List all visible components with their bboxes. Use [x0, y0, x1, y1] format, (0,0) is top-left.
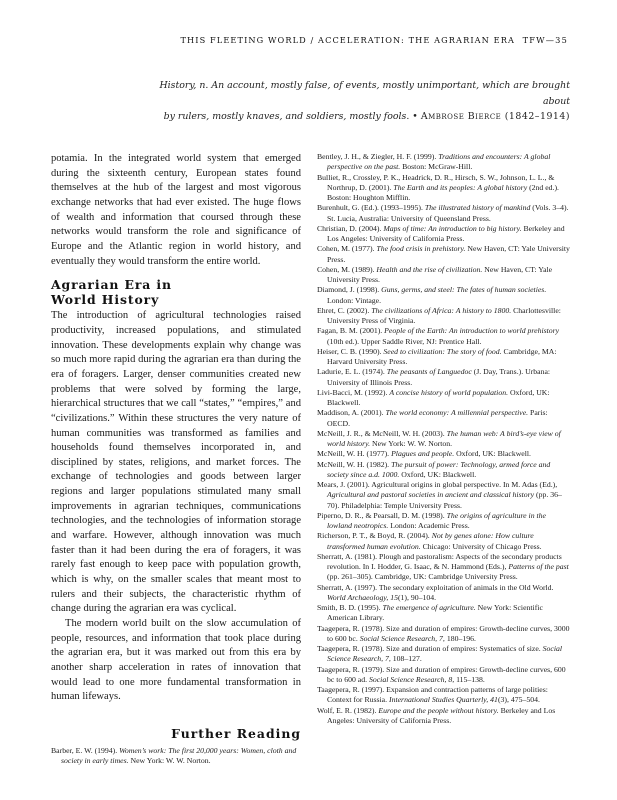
reference-entry — [317, 265, 571, 286]
ref-publisher: 180–196. — [444, 633, 476, 643]
ref-title: People of the Earth: An introduction to world prehistory — [384, 326, 560, 336]
reference-entry — [317, 552, 571, 583]
reference-entry — [317, 603, 571, 624]
references-column — [317, 152, 571, 726]
ref-authors: Heiser, C. B. (1990). — [317, 346, 384, 356]
epigraph-quote-end: by rulers, mostly knaves, and soldiers, mostly fools. — [163, 111, 410, 122]
ref-publisher: (Vols. 3–4). St. Lucia, Australia: University of Queensland Press. — [327, 203, 569, 223]
ref-title: The origins of agriculture in the lowland neotropics. — [327, 510, 546, 530]
ref-authors: Bentley, J. H., & Ziegler, H. F. (1999). — [317, 152, 439, 161]
reference-entry — [317, 285, 571, 306]
epigraph-line-2 — [150, 109, 570, 125]
reference-entry — [317, 244, 571, 265]
ref-authors: Taagepera, R. (1978). Size and duration of empires: Systematics of size. — [317, 644, 543, 653]
ref-authors: Sherratt, A. (1981). Plough and pastoralism: Aspects of the secondary products revolution. In I. Hodder, G. Isaac, & N. Hammond (Eds.), — [317, 551, 562, 571]
reference-entry — [317, 706, 571, 727]
body-paragraph-1: The introduction of agricultural technologies raised productivity, increased populations, and stimulated innovation. These developments explain why change was so much more rapid during the agrarian era than during the era of foragers. Larger, denser communities created new problems that were solved by forming the large, hierarchical structures that we call “states,” “empires,” and “civilizations.” Within these structures the very nature of human communities was transformed as families and households found themselves incorporated in, and disciplined by states, religions, and market forces. The exchange of technologies and goods between larger regions and larger populations stimulated many small improvements in agrarian techniques, communications technologies, and the technologies of information storage and warfare. However, although innovation was much faster than it had been during the era of foragers, it was rarely fast enough to keep pace with population growth, which is why, on the smaller scales that meant most to rulers and their subjects, the characteristic rhythm of change during the agrarian era was cyclical. — [51, 310, 301, 615]
ref-authors: Mears, J. (2001). Agricultural origins in global perspective. In M. Adas (Ed.), — [317, 480, 558, 489]
ref-title: Seed to civilization: The story of food. — [383, 346, 502, 356]
ref-authors: Smith, B. D. (1995). — [317, 603, 383, 612]
ref-publisher: Oxford, UK: Blackwell. — [399, 469, 477, 479]
ref-authors: Christian, D. (2004). — [317, 223, 384, 233]
ref-title: Guns, germs, and steel: The fates of human societies. — [381, 285, 547, 295]
reference-entry — [317, 685, 571, 706]
section-title-line-1: Agrarian Era in — [51, 277, 172, 293]
ref-authors: McNeill, J. R., & McNeill, W. H. (2003). — [317, 428, 447, 438]
ref-title: The civilizations of Africa: A history to 1800. — [371, 305, 512, 315]
reference-entry — [317, 367, 571, 388]
reference-entry — [317, 306, 571, 327]
ref-title: Agricultural and pastoral societies in ancient and classical history — [327, 490, 535, 500]
reference-entry — [317, 531, 571, 552]
ref-title: The pursuit of power: Technology, armed force and society since a.d. 1000. — [327, 459, 551, 479]
further-reading-reference — [51, 746, 301, 767]
ref-authors: Fagan, B. M. (2001). — [317, 326, 385, 336]
reference-entry — [317, 152, 571, 173]
reference-entry — [317, 449, 571, 459]
ref-title: The emergence of agriculture. — [382, 603, 476, 612]
reference-entry — [317, 583, 571, 604]
ref-title: Plagues and people. — [391, 449, 455, 459]
ref-title: World Archaeology, 15 — [327, 592, 398, 602]
reference-entry — [317, 388, 571, 409]
ref-publisher: Paris: OECD. — [327, 408, 548, 428]
ref-authors: Wolf, E. R. (1982). — [317, 705, 379, 715]
ref-title: Traditions and encounters: A global perspective on the past. — [327, 152, 551, 172]
section-title-line-2: World History — [51, 291, 160, 307]
ref-publisher: Boston: McGraw-Hill. — [400, 162, 473, 172]
page-number: TFW—35 — [522, 35, 568, 45]
ref-authors: Ehret, C. (2002). — [317, 305, 372, 315]
ref-title: The food crisis in prehistory. — [376, 244, 466, 254]
ref-publisher: Berkeley and Los Angeles: University of California Press. — [327, 705, 556, 725]
ref-title: The Earth and its peoples: A global history — [393, 182, 528, 192]
reference-entry — [317, 624, 571, 645]
reference-entry — [317, 224, 571, 245]
ref-title: The world economy: A millennial perspective. — [385, 408, 529, 418]
ref-authors: Maddison, A. (2001). — [317, 408, 386, 418]
reference-entry — [317, 460, 571, 481]
ref-title: A concise history of world population. — [389, 387, 509, 397]
ref-publisher: (2nd ed.). Boston: Houghton Mifflin. — [327, 182, 559, 202]
left-column — [51, 152, 301, 766]
epigraph-author: Ambrose Bierce (1842–1914) — [420, 111, 570, 122]
ref-publisher: New York: W. W. Norton. — [128, 756, 211, 766]
epigraph-line-1: History, n. An account, mostly false, of events, mostly unimportant, which are brought about — [159, 80, 570, 107]
ref-title: Not by genes alone: How culture transformed human evolution. — [327, 531, 534, 551]
section-title — [51, 278, 301, 307]
running-head-title: THIS FLEETING WORLD / ACCELERATION: THE AGRARIAN ERA — [180, 35, 516, 45]
ref-publisher: Oxford, UK: Blackwell. — [454, 449, 531, 459]
ref-title: Patterns of the past — [508, 562, 569, 571]
reference-entry — [317, 511, 571, 532]
body-paragraph-2: The modern world built on the slow accumulation of people, resources, and information that took place during the agrarian era, but it was marked out from this era by another sharp acceleration in rates of innovation that would lead to one more fundamental transformation in human lifeways. — [51, 618, 301, 703]
ref-authors: Barber, E. W. (1994). — [51, 745, 120, 755]
reference-entry — [317, 173, 571, 204]
further-reading-title: Further Reading — [171, 725, 301, 741]
intro-paragraph: potamia. In the integrated world system that emerged during the sixteenth century, European states found themselves at the hub of the largest and most vigorous exchange networks that had ever existed. The huge flows of wealth and information that coursed through these networks would transform the role and significance of Europe and the Atlantic region in world history, and eventually they would transform the entire world. — [51, 153, 301, 267]
ref-title: Europe and the people without history. — [378, 705, 499, 715]
ref-title: Social Science Research, 8, — [368, 674, 455, 684]
ref-authors: Taagepera, R. (1997). Expansion and contraction patterns of large polities: Context for Russia. — [317, 685, 548, 705]
ref-publisher: London: Academic Press. — [388, 521, 470, 530]
ref-publisher: (1), 90–104. — [397, 592, 437, 602]
ref-publisher: (pp. 261–305). Cambridge, UK: Cambridge University Press. — [327, 572, 518, 582]
ref-publisher: Berkeley and Los Angeles: University of California Press. — [327, 223, 565, 243]
ref-authors: Livi-Bacci, M. (1992). — [317, 387, 390, 397]
reference-entry — [317, 480, 571, 511]
ref-authors: McNeill, W. H. (1977). — [317, 449, 392, 459]
ref-authors: Burenhult, G. (Ed.). (1993–1995). — [317, 203, 425, 213]
ref-title: Maps of time: An introduction to big history. — [383, 223, 522, 233]
ref-title: Social Science Research, 7, — [327, 644, 563, 664]
ref-authors: Diamond, J. (1998). — [317, 285, 382, 295]
reference-entry — [317, 644, 571, 665]
ref-publisher: (10th ed.). Upper Saddle River, NJ: Prentice Hall. — [327, 336, 482, 346]
ref-publisher: (3), 475–504. — [497, 695, 540, 705]
ref-authors: Taagepera, R. (1978). Size and duration of empires: Growth-decline curves, 3000 to 600 bc. — [317, 623, 570, 643]
ref-authors: Cohen, M. (1989). — [317, 264, 377, 274]
ref-publisher: London: Vintage. — [327, 295, 382, 305]
ref-publisher: Cambridge, MA: Harvard University Press. — [327, 346, 557, 366]
ref-title: Women’s work: The first 20,000 years: Women, cloth and society in early times. — [61, 745, 297, 766]
reference-entry — [317, 347, 571, 368]
ref-title: International Studies Quarterly, 41 — [389, 695, 498, 705]
reference-entry — [317, 408, 571, 429]
ref-authors: Sherratt, A. (1997). The secondary exploitation of animals in the Old World. — [317, 582, 554, 592]
ref-authors: Piperno, D. R., & Pearsall, D. M. (1998). — [317, 510, 447, 520]
reference-entry — [317, 429, 571, 450]
ref-authors: Cohen, M. (1977). — [317, 244, 377, 254]
reference-entry — [317, 326, 571, 347]
epigraph — [150, 78, 570, 125]
ref-title: The peasants of Languedoc — [386, 367, 472, 377]
ref-title: The illustrated history of mankind — [424, 203, 531, 213]
ref-authors: Ladurie, E. L. (1974). — [317, 367, 387, 377]
reference-entry — [317, 203, 571, 224]
bullet-separator: • — [412, 111, 418, 122]
ref-authors: Bulliet, R., Crossley, P. K., Headrick, D. R., Hirsch, S. W., Johnson, L. L., & Northrup, D. (2001). — [317, 172, 555, 192]
ref-publisher: (pp. 36–70). Philadelphia: Temple University Press. — [327, 490, 562, 510]
ref-publisher: (J. Day, Trans.). Urbana: University of Illinois Press. — [327, 367, 551, 387]
ref-publisher: New York: W. W. Norton. — [370, 439, 453, 448]
running-header — [180, 35, 568, 45]
ref-title: Social Science Research, 7, — [359, 633, 445, 643]
ref-publisher: Oxford, UK: Blackwell. — [327, 387, 550, 407]
ref-publisher: 108–127. — [390, 654, 422, 664]
ref-publisher: New York: Scientific American Library. — [327, 603, 543, 623]
ref-title: Health and the rise of civilization. — [376, 264, 483, 274]
ref-publisher: 115–138. — [454, 674, 485, 684]
reference-entry — [317, 665, 571, 686]
ref-title: The human web: A bird’s-eye view of world history. — [327, 428, 561, 448]
ref-publisher: New Haven, CT: Yale University Press. — [327, 264, 553, 284]
ref-publisher: Chicago: University of Chicago Press. — [420, 541, 542, 551]
ref-authors: McNeill, W. H. (1982). — [317, 459, 392, 469]
ref-publisher: Charlottesville: University Press of Virginia. — [327, 305, 561, 325]
ref-publisher: New Haven, CT: Yale University Press. — [327, 244, 570, 264]
ref-authors: Richerson, P. T., & Boyd, R. (2004). — [317, 531, 432, 541]
ref-authors: Taagepera, R. (1979). Size and duration of empires: Growth-decline curves, 600 bc to 600 ad. — [317, 664, 566, 684]
